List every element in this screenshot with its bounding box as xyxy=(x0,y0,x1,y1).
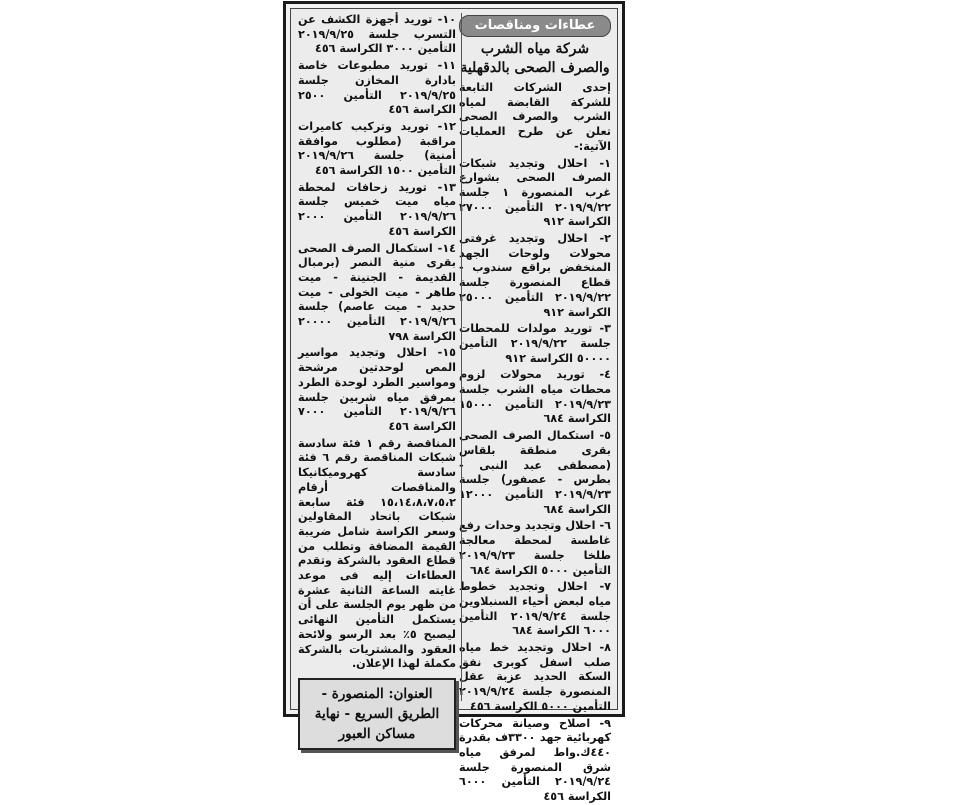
address-box: العنوان: المنصورة - الطريق السريع - نهاية مساكن العبور xyxy=(298,678,456,750)
tender-item: ٣- توريد مولدات للمحطات جلسة ٢٠١٩/٩/٢٢ التأمين ٥٠٠٠٠ الكراسة ٩١٢ xyxy=(459,322,611,365)
tender-item: ٩- اصلاح وصيانة محركات كهربائية جهد ٣٣٠٠ف بقدرة ٤٤٠ك.واط لمرفق مياه شرق المنصورة جلسة ٢٠١٩/٩/٢٤ التأمين ٦٠٠٠ الكراسة ٤٥٦ xyxy=(459,716,611,804)
intro-text: إحدى الشركات التابعة للشركة القابضة لمياه الشرب والصرف الصحى تعلن عن طرح العمليات الآتية:- xyxy=(459,81,611,153)
tender-item: ١- احلال وتجديد شبكات الصرف الصحى بشوارع غرب المنصورة ١ جلسة ٢٠١٩/٩/٢٢ التأمين ٢٧٠٠٠ الكراسة ٩١٢ xyxy=(459,156,611,229)
advertisement-inner xyxy=(290,8,618,804)
terms-text: المناقصة رقم ١ فئة سادسة شبكات المناقصة رقم ٦ فئة سادسة كهروميكانيكا والمناقصات أرقام ١٥،١٤،٨،٧،٥،٢ فئة سابعة شبكات باتحاد المقاولين وسعر الكراسة شامل ضريبة القيمة المضافة وتطلب من قطاع العقود بالشركة وتقدم العطاءات إليه فى موعد غايته الساعة الثانية عشرة من ظهر يوم الجلسة على أن يستكمل التأمين النهائى ليصبح ٥٪ بعد الرسو ولائحة العقود والمشتريات بالشركة مكملة لهذا الإعلان. xyxy=(298,436,456,671)
tender-item: ٥- استكمال الصرف الصحى بقرى منطقة بلقاس (مصطفى عبد النبى - بطرس - عصفور) جلسة ٢٠١٩/٩/٢٣ التأمين ١٢٠٠٠ الكراسة ٦٨٤ xyxy=(459,429,611,516)
tender-item: ١١- توريد مطبوعات خاصة بادارة المخازن جلسة ٢٠١٩/٩/٢٥ التأمين ٢٥٠٠ الكراسة ٤٥٦ xyxy=(298,59,456,117)
advertisement-frame xyxy=(283,1,625,804)
right-column xyxy=(456,13,614,804)
tender-item: ١٣- توريد زحافات لمحطة مياه ميت خميس جلسة ٢٠١٩/٩/٢٦ التأمين ٢٠٠٠ الكراسة ٤٥٦ xyxy=(298,180,456,238)
tender-item: ١٢- توريد وتركيب كاميرات مراقبة (مطلوب موافقة أمنية) جلسة ٢٠١٩/٩/٢٦ التأمين ١٥٠٠ الكراسة ٤٥٦ xyxy=(298,119,456,178)
tender-item: ١٥- احلال وتجديد مواسير المص لوحدتين مرشحة ومواسير الطرد لوحدة الطرد بمرفق مياه شربين جلسة ٢٠١٩/٩/٢٦ التأمين ٧٠٠٠ الكراسة ٤٥٦ xyxy=(298,346,456,433)
section-header: عطاءات ومناقصات xyxy=(459,15,611,37)
company-name: شركة مياه الشرب والصرف الصحى بالدقهلية xyxy=(460,41,610,76)
tender-item: ٨- احلال وتجديد خط مياه صلب اسفل كوبرى نفق السكة الحديد عزبة عقل المنصورة جلسة ٢٠١٩/٩/٢٤ التأمين ٥٠٠٠ الكراسة ٤٥٦ xyxy=(459,641,611,713)
tender-item: ٢- احلال وتجديد غرفتى محولات ولوحات الجهد المنخفض براقع سندوب - قطاع المنصورة جلسة ٢٠١٩/٩/٢٢ التأمين ٢٥٠٠٠ الكراسة ٩١٢ xyxy=(459,232,611,319)
tender-item: ٧- احلال وتجديد خطوط مياه لبعض أحياء السنبلاوين جلسة ٢٠١٩/٩/٢٤ التأمين ٦٠٠٠ الكراسة ٦٨٤ xyxy=(459,580,611,638)
tender-item: ٦- احلال وتجديد وحدات رفع غاطسة لمحطة معالجة طلخا جلسة ٢٠١٩/٩/٢٣ التأمين ٥٠٠٠ الكراسة ٦٨٤ xyxy=(459,519,611,577)
tender-item: ٤- توريد محولات لزوم محطات مياه الشرب جلسة ٢٠١٩/٩/٢٣ التأمين ١٥٠٠٠ الكراسة ٦٨٤ xyxy=(459,368,611,426)
column-divider xyxy=(461,13,462,701)
tender-item: ١٠- توريد أجهزة الكشف عن التسرب جلسة ٢٠١٩/٩/٢٥ التأمين ٣٠٠٠ الكراسة ٤٥٦ xyxy=(298,13,456,56)
left-column xyxy=(295,13,459,742)
tender-item: ١٤- استكمال الصرف الصحى بقرى منية النصر (برمبال القديمة - الجنينة - ميت طاهر - ميت الخولى - ميت حديد - ميت عاصم) جلسة ٢٠١٩/٩/٢٦ التأمين ٢٠٠٠٠ الكراسة ٧٩٨ xyxy=(298,241,456,343)
